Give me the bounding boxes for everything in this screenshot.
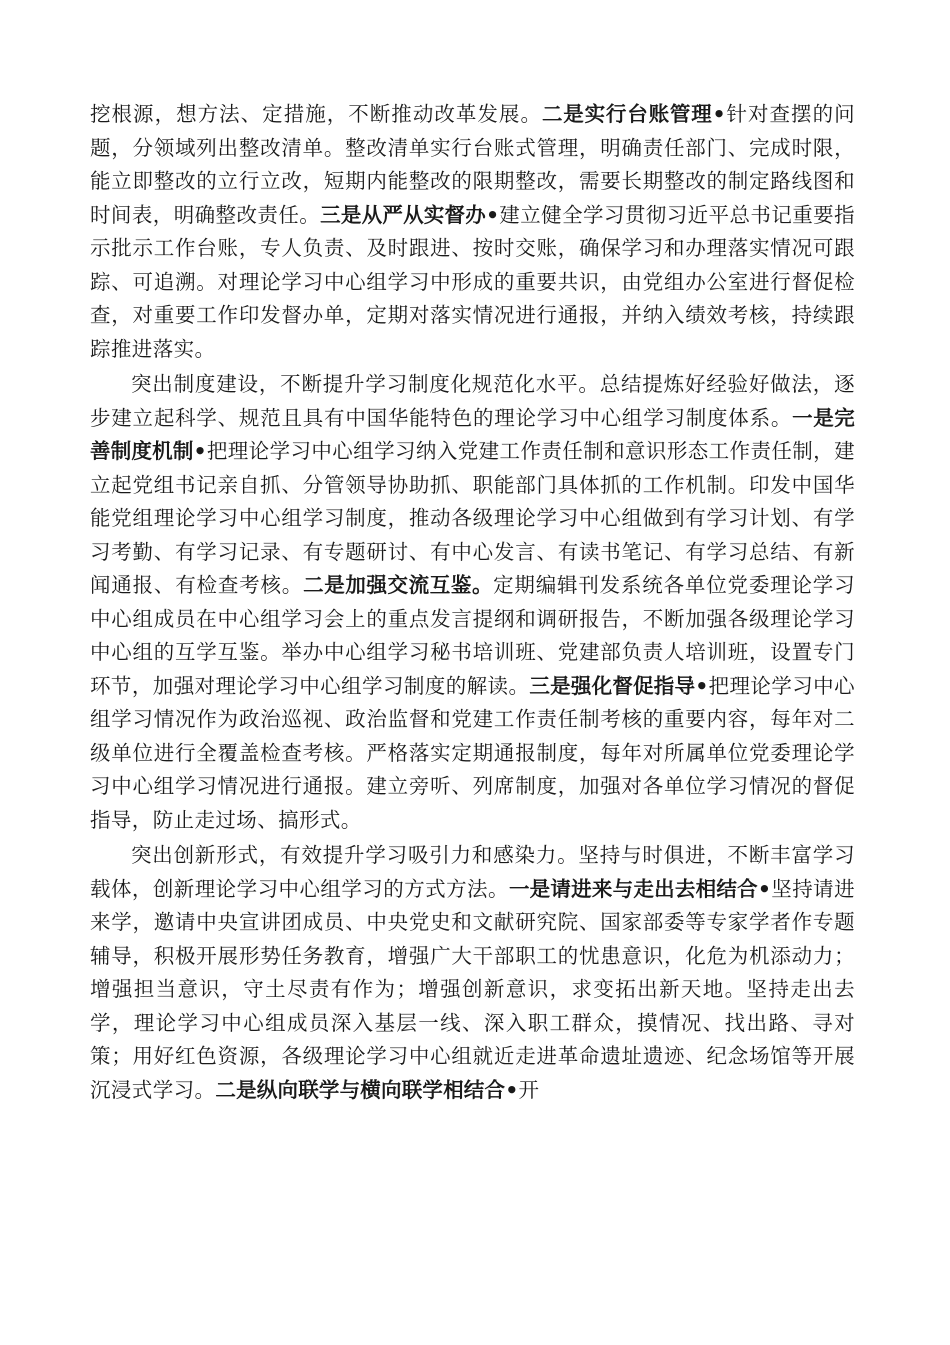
text-segment: 建立健全学习贯彻习近平总书记重要指示批示工作台账，专人负责、及时跟进、按时交账，确保学习和办理落实情况可跟踪、可追溯。对理论学习中心组学习中形成的重要共识，由党组办公室进行督促检查，对重要工作印发督办单，定期对落实情况进行通报，并纳入绩效考核，持续跟踪推进落实。 — [90, 202, 855, 361]
text-segment: 突出制度建设，不断提升学习制度化规范化水平。总结提炼好经验好做法，逐步建立起科学、规范且具有中国华能特色的理论学习中心组学习制度体系。 — [90, 372, 855, 430]
paragraph-ledger-supervision — [90, 98, 855, 366]
heading-invite-and-go-out: 一是请进来与走出去相结合• — [508, 876, 772, 901]
text-segment: 开 — [518, 1077, 540, 1102]
text-segment: 挖根源，想方法、定措施，不断推动改革发展。 — [90, 102, 542, 126]
heading-improve-mechanism: 一是完善制度机制• — [90, 405, 855, 463]
text-segment: 定期编辑刊发系统各单位党委理论学习中心组成员在中心组学习会上的重点发言提纲和调研报告，不断加强各级理论学习中心组的互学互鉴。举办中心组学习秘书培训班、党建部负责人培训班，设置专门环节，加强对理论学习中心组学习制度的解读。 — [90, 573, 855, 698]
text-segment: 把理论学习中心组学习纳入党建工作责任制和意识形态工作责任制，建立起党组书记亲自抓、分管领导协助抓、职能部门具体抓的工作机制。印发中国华能党组理论学习中心组学习制度，推动各级理论学习中心组做到有学习计划、有学习考勤、有学习记录、有专题研讨、有中心发言、有读书笔记、有学习总结、有新闻通报、有检查考核。 — [90, 439, 855, 597]
text-segment: 针对查摆的问题，分领域列出整改清单。整改清单实行台账式管理，明确责任部门、完成时限，能立即整改的立行立改，短期内能整改的限期整改，需要长期整改的制定路线图和时间表，明确整改责任。 — [90, 102, 855, 227]
paragraph-system-building — [90, 368, 855, 837]
heading-exchange-learning: 二是加强交流互鉴。 — [303, 573, 494, 597]
text-segment: 把理论学习中心组学习情况作为政治巡视、政治监督和党建工作责任制考核的重要内容，每年对二级单位进行全覆盖检查考核。严格落实定期通报制度，每年对所属单位党委理论学习中心组学习情况进行通报。建立旁听、列席制度，加强对各单位学习情况的督促指导，防止走过场、搞形式。 — [90, 673, 856, 832]
heading-vertical-horizontal-learning: 二是纵向联学与横向联学相结合• — [215, 1077, 519, 1102]
heading-supervision-guidance: 三是强化督促指导• — [529, 673, 709, 698]
document-body — [90, 98, 855, 1107]
heading-strict-supervision: 三是从严从实督办• — [320, 202, 500, 227]
text-segment: 坚持请进来学，邀请中央宣讲团成员、中央党史和文献研究院、国家部委等专家学者作专题辅导，积极开展形势任务教育，增强广大干部职工的忧患意识，化危为机添动力；增强担当意识，守土尽责有作为；增强创新意识，求变拓出新天地。坚持走出去学，理论学习中心组成员深入基层一线、深入职工群众，摸情况、找出路、寻对策；用好红色资源，各级理论学习中心组就近走进革命遗址遗迹、纪念场馆等开展沉浸式学习。 — [90, 876, 855, 1102]
paragraph-innovative-forms — [90, 839, 855, 1107]
text-segment: 突出创新形式，有效提升学习吸引力和感染力。坚持与时俱进，不断丰富学习载体，创新理论学习中心组学习的方式方法。 — [90, 843, 855, 901]
heading-ledger-management: 二是实行台账管理• — [541, 102, 726, 126]
